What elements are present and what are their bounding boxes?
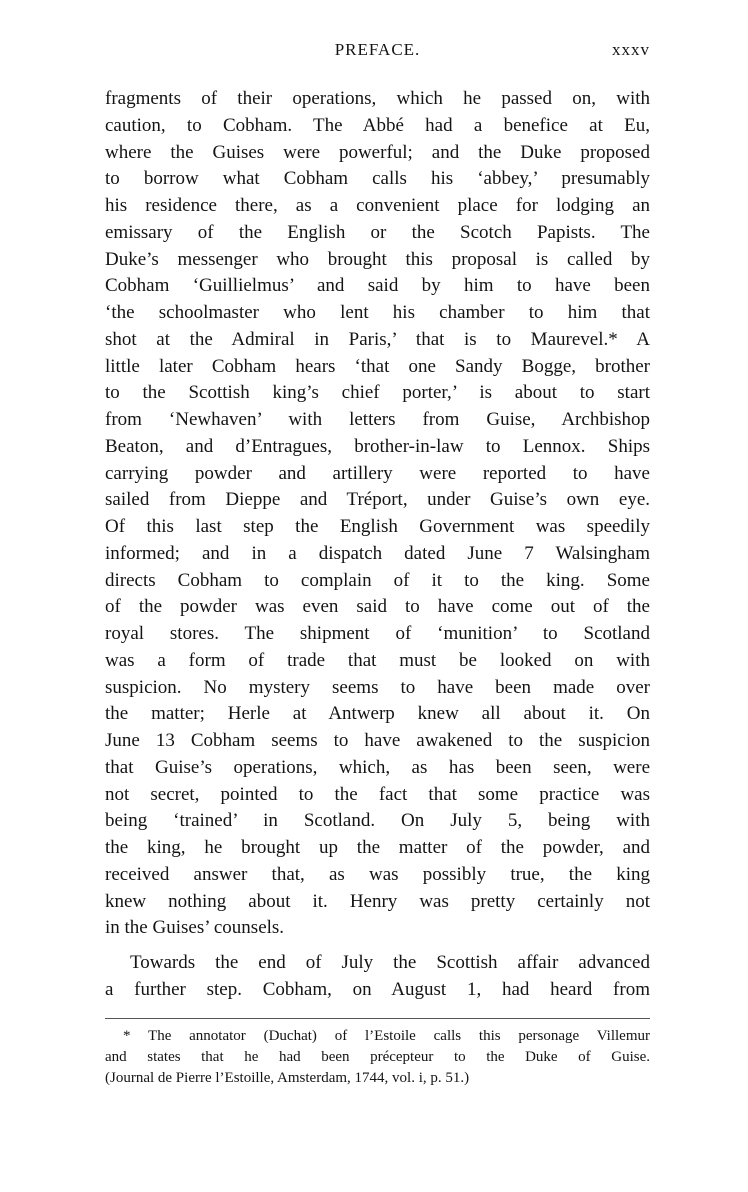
text-line: emissary of the English or the Scotch Papists. The <box>105 221 650 243</box>
text-line: was a form of trade that must be looked on with <box>105 649 650 671</box>
text-line: not secret, pointed to the fact that some practice was <box>105 783 650 805</box>
text-line: from ‘Newhaven’ with letters from Guise, Archbishop <box>105 409 650 430</box>
text-line: the matter; Herle at Antwerp knew all about it. On <box>105 703 650 725</box>
text-line: knew nothing about it. Henry was pretty certainly not <box>105 890 650 912</box>
text-line: sailed from Dieppe and Tréport, under Guise’s own eye. <box>105 489 650 511</box>
paragraph-gap <box>105 942 650 950</box>
text-line: received answer that, as was possibly true, the king <box>105 863 650 885</box>
text-line: June 13 Cobham seems to have awakened to the suspicion <box>105 730 650 751</box>
text-line: informed; and in a dispatch dated June 7 Walsingham <box>105 542 650 564</box>
text-line: ‘the schoolmaster who lent his chamber to him that <box>105 302 650 323</box>
running-head <box>105 40 650 66</box>
footnote-rule <box>105 1018 650 1019</box>
footnote <box>105 1026 650 1089</box>
page-number: xxxv <box>612 40 650 59</box>
body-text <box>105 86 650 1004</box>
text-line: directs Cobham to complain of it to the king. Some <box>105 569 650 591</box>
text-line: fragments of their operations, which he passed on, with <box>105 88 650 109</box>
running-title: PREFACE. <box>334 40 421 59</box>
text-line: to the Scottish king’s chief porter,’ is about to start <box>105 382 650 404</box>
text-line: royal stores. The shipment of ‘munition’ to Scotland <box>105 623 650 644</box>
paragraph-1 <box>105 86 650 942</box>
text-line: the king, he brought up the matter of the powder, and <box>105 837 650 858</box>
text-line: shot at the Admiral in Paris,’ that is to Maurevel.* A <box>105 328 650 350</box>
text-line: caution, to Cobham. The Abbé had a benefice at Eu, <box>105 114 650 136</box>
footnote-line: (Journal de Pierre l’Estoille, Amsterdam, 1744, vol. i, p. 51.) <box>105 1070 470 1086</box>
text-line: his residence there, as a convenient place for lodging an <box>105 195 650 216</box>
text-line: in the Guises’ counsels. <box>105 917 285 939</box>
footnote-line: * The annotator (Duchat) of l’Estoile calls this personage Villemur <box>123 1028 650 1044</box>
text-line: Towards the end of July the Scottish affair advanced <box>130 952 650 973</box>
text-line: Duke’s messenger who brought this proposal is called by <box>105 248 650 270</box>
text-line: Beaton, and d’Entragues, brother-in-law to Lennox. Ships <box>105 435 650 457</box>
text-line: that Guise’s operations, which, as has been seen, were <box>105 756 650 778</box>
text-line: to borrow what Cobham calls his ‘abbey,’ presumably <box>105 168 650 190</box>
text-line: suspicion. No mystery seems to have been made over <box>105 676 650 698</box>
text-line: little later Cobham hears ‘that one Sandy Bogge, brother <box>105 355 650 377</box>
text-line: where the Guises were powerful; and the Duke proposed <box>105 141 650 163</box>
text-line: carrying powder and artillery were reported to have <box>105 462 650 484</box>
footnote-line: and states that he had been précepteur to the Duke of Guise. <box>105 1049 650 1065</box>
text-line: a further step. Cobham, on August 1, had heard from <box>105 978 650 1000</box>
text-line: Of this last step the English Government was speedily <box>105 516 650 537</box>
paragraph-2 <box>105 950 650 1004</box>
text-line: being ‘trained’ in Scotland. On July 5, being with <box>105 810 650 832</box>
text-line: of the powder was even said to have come out of the <box>105 596 650 618</box>
text-line: Cobham ‘Guillielmus’ and said by him to have been <box>105 275 650 297</box>
